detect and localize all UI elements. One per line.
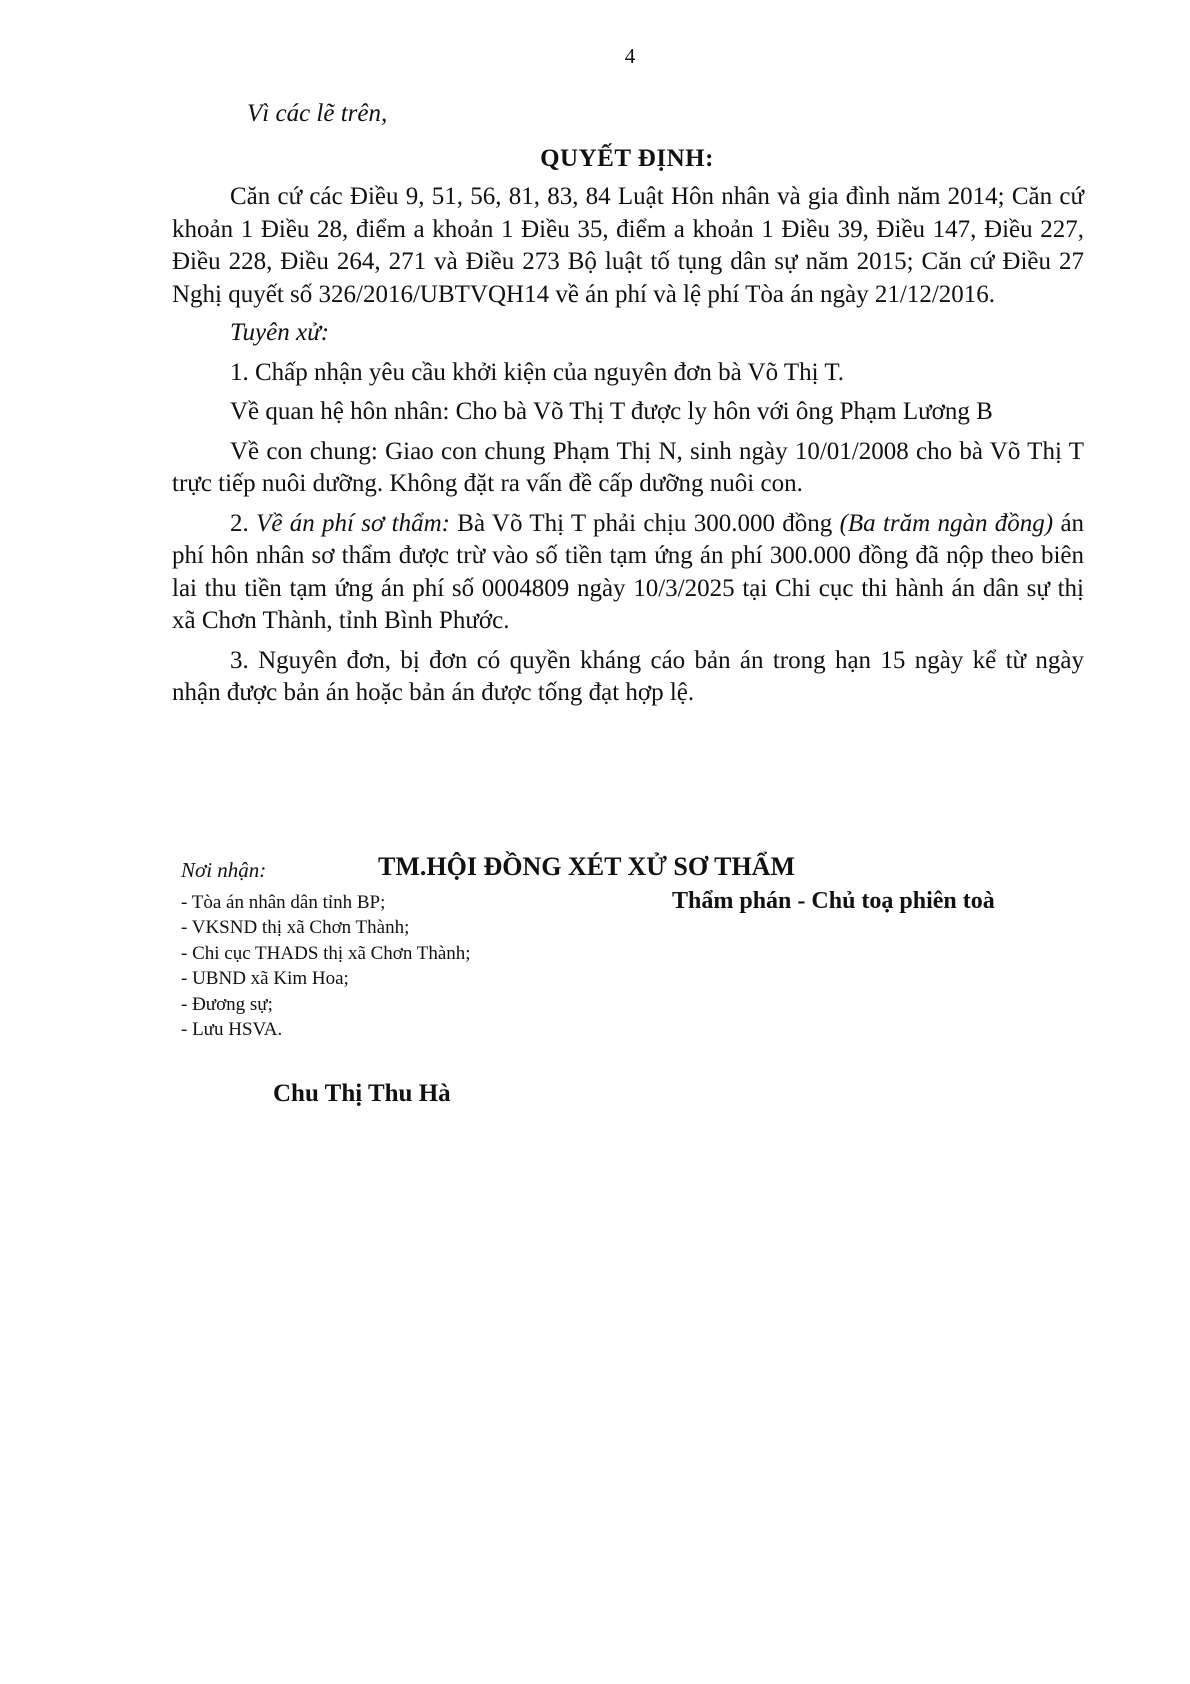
recipient-item: - Chi cục THADS thị xã Chơn Thành;: [181, 942, 471, 964]
item-1-paragraph: 1. Chấp nhận yêu cầu khởi kiện của nguyên đơn bà Võ Thị T.: [230, 358, 845, 386]
recipient-item: - Đương sự;: [181, 993, 273, 1015]
judge-title: Thẩm phán - Chủ toạ phiên toà: [672, 888, 995, 914]
legal-basis-paragraph: Căn cứ các Điều 9, 51, 56, 81, 83, 84 Luật Hôn nhân và gia đình năm 2014; Căn cứ khoản 1 Điều 28, điểm a khoản 1 Điều 35, điểm a khoản 1 Điều 39, Điều 147, Điều 227, Điều 228, Điều 264, 271 và Điều 273 Bộ luật tố tụng dân sự năm 2015; Căn cứ Điều 27 Nghị quyết số 326/2016/UBTVQH14 về án phí và lệ phí Tòa án ngày 21/12/2016.: [172, 183, 1084, 308]
fee-paragraph: [172, 508, 1084, 638]
page-number: 4: [624, 44, 636, 68]
recipient-item: - VKSND thị xã Chơn Thành;: [181, 917, 410, 939]
recipients-list: [181, 890, 471, 1042]
signer-name: Chu Thị Thu Hà: [273, 1080, 451, 1107]
recipient-item: - Tòa án nhân dân tỉnh BP;: [181, 892, 386, 913]
appeal-paragraph: 3. Nguyên đơn, bị đơn có quyền kháng cáo bản án trong hạn 15 ngày kể từ ngày nhận được bản án hoặc bản án được tống đạt hợp lệ.: [172, 646, 1084, 706]
intro-line: Vì các lẽ trên,: [247, 100, 388, 127]
verdict-label: Tuyên xử:: [230, 319, 330, 346]
fee-label: Về án phí sơ thẩm:: [256, 509, 450, 537]
recipients-label: Nơi nhận:: [181, 858, 267, 882]
decision-heading: QUYẾT ĐỊNH:: [540, 145, 714, 172]
recipient-item: - UBND xã Kim Hoa;: [181, 968, 349, 990]
decision-body: [172, 181, 1084, 710]
marriage-paragraph: Về quan hệ hôn nhân: Cho bà Võ Thị T được ly hôn với ông Phạm Lương B: [230, 398, 993, 425]
fee-number: 2.: [230, 509, 249, 537]
fee-text-b: án phí hôn nhân sơ thẩm được trừ vào số tiền tạm ứng án phí 300.000 đồng đã nộp theo biên lai thu tiền tạm ứng án phí số 0004809 ngày 10/3/2025 tại Chi cục thi hành án dân sự thị xã Chơn Thành, tỉnh Bình Phước.: [172, 509, 1085, 634]
fee-amount-words: (Ba trăm ngàn đồng): [839, 509, 1054, 537]
recipient-item: - Lưu HSVA.: [181, 1019, 283, 1041]
council-title: TM.HỘI ĐỒNG XÉT XỬ SƠ THẨM: [378, 852, 796, 881]
fee-text-a: Bà Võ Thị T phải chịu 300.000 đồng: [457, 509, 833, 537]
children-paragraph: Về con chung: Giao con chung Phạm Thị N, sinh ngày 10/01/2008 cho bà Võ Thị T trực tiếp nuôi dưỡng. Không đặt ra vấn đề cấp dưỡng nuôi con.: [172, 437, 1084, 497]
